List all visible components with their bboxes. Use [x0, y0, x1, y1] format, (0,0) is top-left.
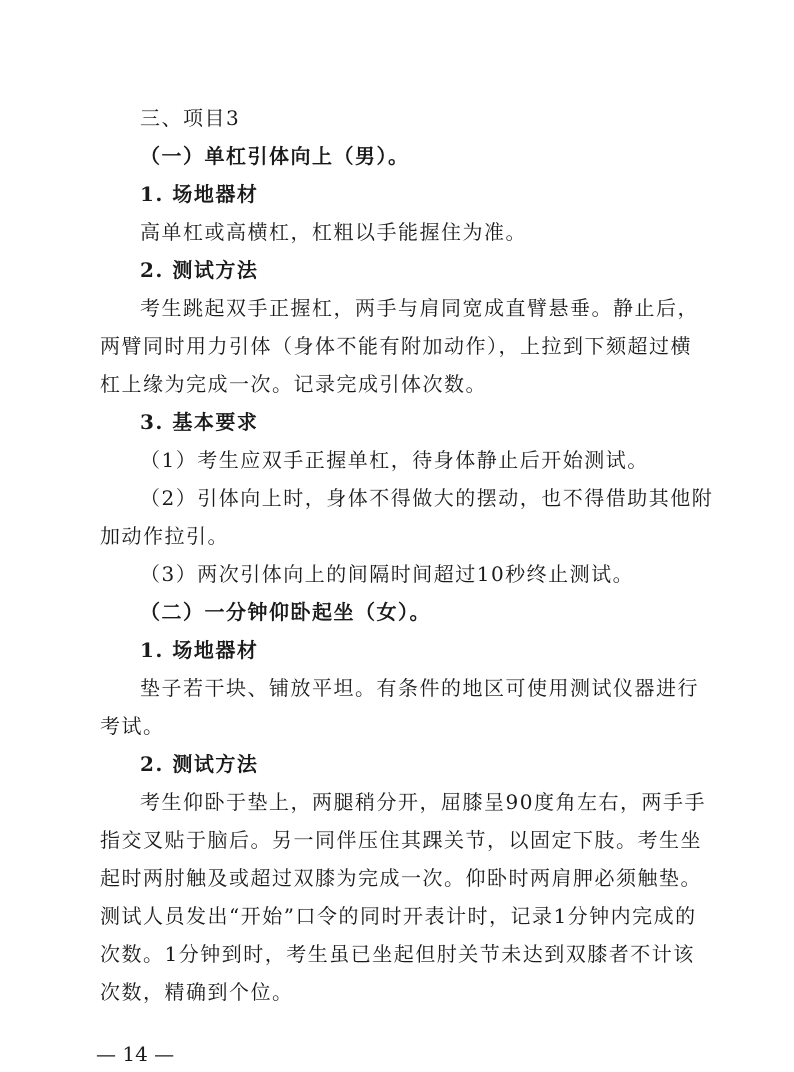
- paragraph-line: 起时两肘触及或超过双膝为完成一次。仰卧时两肩胛必须触垫。: [100, 866, 702, 890]
- section-heading: 三、项目3: [140, 106, 241, 130]
- paragraph-line: （1）考生应双手正握单杠，待身体静止后开始测试。: [140, 448, 649, 472]
- item-heading-requirements: 3. 基本要求: [140, 410, 259, 434]
- page-number: — 14 —: [96, 1042, 175, 1066]
- item-heading-method: 2. 测试方法: [140, 258, 259, 282]
- paragraph-line: 测试人员发出“开始”口令的同时开表计时，记录1分钟内完成的: [100, 904, 697, 928]
- paragraph-line: 垫子若干块、铺放平坦。有条件的地区可使用测试仪器进行: [140, 676, 699, 700]
- paragraph-line: 两臂同时用力引体（身体不能有附加动作），上拉到下颏超过横: [100, 334, 692, 358]
- item-heading-equipment: 1. 场地器材: [140, 182, 259, 206]
- paragraph-line: 加动作拉引。: [100, 524, 229, 548]
- paragraph-line: 指交叉贴于脑后。另一同伴压住其踝关节，以固定下肢。考生坐: [100, 828, 702, 852]
- paragraph-line: 考生跳起双手正握杠，两手与肩同宽成直臂悬垂。静止后，: [140, 296, 699, 320]
- paragraph-line: （3）两次引体向上的间隔时间超过10秒终止测试。: [140, 562, 635, 586]
- paragraph-line: （2）引体向上时，身体不得做大的摆动，也不得借助其他附: [140, 486, 714, 510]
- paragraph-line: 次数，精确到个位。: [100, 980, 294, 1004]
- paragraph-line: 高单杠或高横杠，杠粗以手能握住为准。: [140, 220, 527, 244]
- paragraph-line: 杠上缘为完成一次。记录完成引体次数。: [100, 372, 487, 396]
- item-heading-method: 2. 测试方法: [140, 752, 259, 776]
- subsection-heading-situps: （二）一分钟仰卧起坐（女）。: [140, 600, 431, 624]
- paragraph-line: 考试。: [100, 714, 165, 738]
- subsection-heading-pullup: （一）单杠引体向上（男）。: [140, 144, 410, 168]
- paragraph-line: 考生仰卧于垫上，两腿稍分开，屈膝呈90度角左右，两手手: [140, 790, 706, 814]
- item-heading-equipment: 1. 场地器材: [140, 638, 259, 662]
- paragraph-line: 次数。1分钟到时，考生虽已坐起但肘关节未达到双膝者不计该: [100, 942, 695, 966]
